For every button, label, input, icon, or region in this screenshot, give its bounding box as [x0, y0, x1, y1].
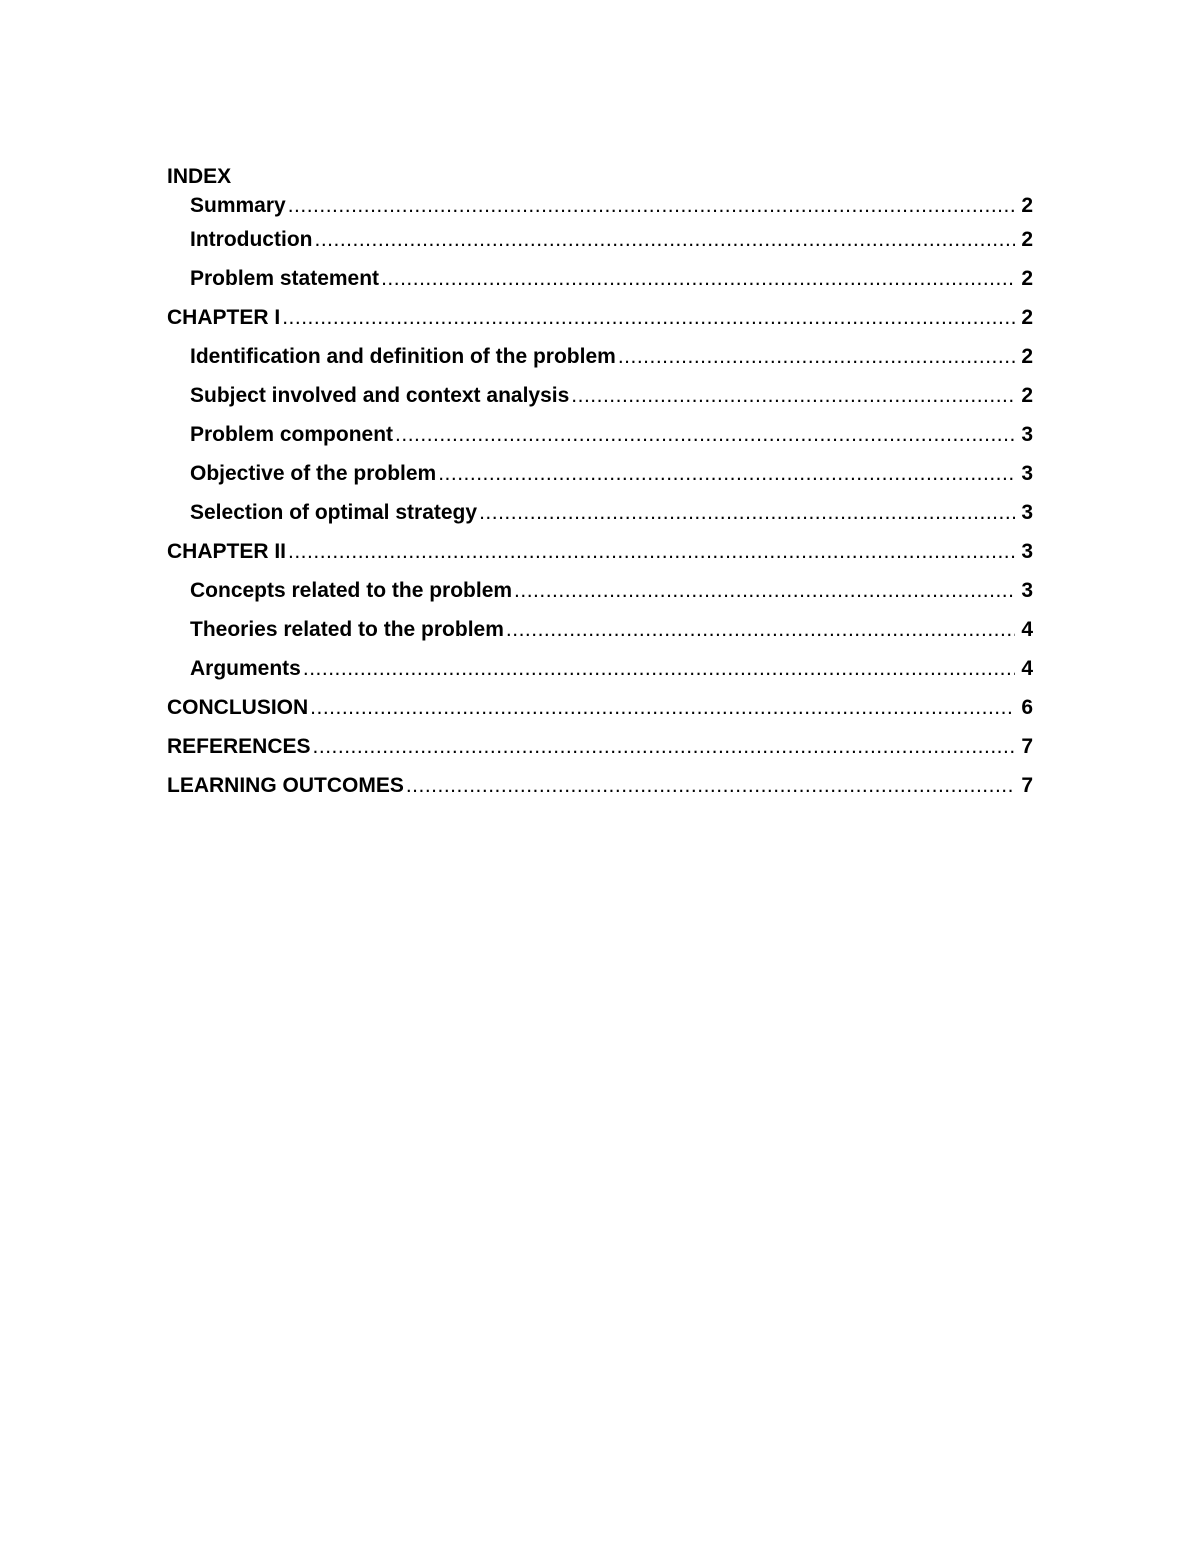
dot-leader	[381, 259, 1015, 298]
toc-entry-concepts[interactable]	[167, 571, 1033, 610]
toc-entry-learning-outcomes[interactable]	[167, 766, 1033, 805]
toc-entry-page-number: 2	[1021, 267, 1033, 290]
toc-entry-page-number: 6	[1021, 696, 1033, 719]
toc-entry-page-number: 2	[1021, 228, 1033, 251]
dot-leader	[438, 454, 1015, 493]
toc-entry-page-number: 3	[1021, 462, 1033, 485]
toc-entry-page-number: 4	[1021, 657, 1033, 680]
toc-entry-label: LEARNING OUTCOMES	[167, 774, 404, 797]
toc-entry-label: Objective of the problem	[190, 462, 437, 485]
toc-entry-arguments[interactable]	[167, 649, 1033, 688]
toc-entry-label: CONCLUSION	[167, 696, 309, 719]
toc-entry-page-number: 3	[1021, 501, 1033, 524]
toc-entry-label: Selection of optimal strategy	[190, 501, 478, 524]
toc-entry-identification-definition[interactable]	[167, 337, 1033, 376]
dot-leader	[288, 532, 1015, 571]
toc-entry-label: CHAPTER II	[167, 540, 287, 563]
toc-entry-theories[interactable]	[167, 610, 1033, 649]
dot-leader	[310, 688, 1015, 727]
toc-entry-page-number: 2	[1021, 306, 1033, 329]
toc-entry-problem-statement[interactable]	[167, 259, 1033, 298]
toc-entry-page-number: 2	[1021, 194, 1033, 217]
toc-entry-chapter-1[interactable]	[167, 298, 1033, 337]
dot-leader	[303, 649, 1015, 688]
toc-entry-label: Problem component	[190, 423, 394, 446]
dot-leader	[313, 727, 1016, 766]
toc-entry-subject-context[interactable]	[167, 376, 1033, 415]
toc-entry-label: Introduction	[190, 228, 313, 251]
toc-entry-objective[interactable]	[167, 454, 1033, 493]
toc-entry-page-number: 2	[1021, 345, 1033, 368]
dot-leader	[288, 191, 1016, 220]
dot-leader	[571, 376, 1015, 415]
toc-entry-label: CHAPTER I	[167, 306, 281, 329]
toc-entry-page-number: 3	[1021, 579, 1033, 602]
dot-leader	[506, 610, 1015, 649]
toc-entry-page-number: 3	[1021, 540, 1033, 563]
dot-leader	[618, 337, 1015, 376]
toc-entry-label: Problem statement	[190, 267, 380, 290]
dot-leader	[406, 766, 1015, 805]
toc-entry-introduction[interactable]	[167, 220, 1033, 259]
toc-entry-chapter-2[interactable]	[167, 532, 1033, 571]
dot-leader	[479, 493, 1015, 532]
toc-entry-label: Concepts related to the problem	[190, 579, 513, 602]
toc-entry-problem-component[interactable]	[167, 415, 1033, 454]
toc-title: INDEX	[167, 165, 232, 188]
toc-entry-page-number: 2	[1021, 384, 1033, 407]
toc-entry-page-number: 7	[1021, 774, 1033, 797]
dot-leader	[282, 298, 1015, 337]
toc-entry-optimal-strategy[interactable]	[167, 493, 1033, 532]
toc-entry-page-number: 3	[1021, 423, 1033, 446]
toc-entry-label: REFERENCES	[167, 735, 311, 758]
toc-entry-references[interactable]	[167, 727, 1033, 766]
toc-entry-page-number: 7	[1021, 735, 1033, 758]
toc-list	[167, 191, 1033, 805]
toc-entry-conclusion[interactable]	[167, 688, 1033, 727]
toc-entry-page-number: 4	[1021, 618, 1033, 641]
toc-entry-summary[interactable]	[167, 191, 1033, 220]
toc-entry-label: Theories related to the problem	[190, 618, 504, 641]
toc-entry-label: Summary	[190, 194, 286, 217]
dot-leader	[314, 220, 1015, 259]
table-of-contents	[167, 163, 1033, 805]
toc-entry-label: Subject involved and context analysis	[190, 384, 570, 407]
toc-entry-label: Identification and definition of the problem	[190, 345, 616, 368]
toc-entry-label: Arguments	[190, 657, 301, 680]
dot-leader	[514, 571, 1015, 610]
dot-leader	[395, 415, 1015, 454]
